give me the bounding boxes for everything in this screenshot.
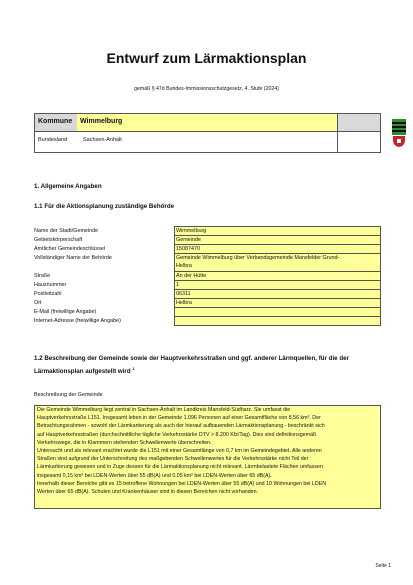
kommune-label: Kommune (38, 118, 73, 125)
field-label-ort: Ort (34, 300, 42, 306)
description-line: Lärmkartierung gewesen und in Zuge dessen für die Lärmaktionsplanung nicht relevant. Lärmbelastete Flächen umfassen (37, 464, 323, 471)
bundesland-label: Bundesland (38, 137, 68, 143)
field-label-behoerde: Vollständiger Name der Behörde (34, 255, 112, 261)
field-value-strasse: An der Hütte (176, 273, 207, 279)
description-line: Betrachtungsrahmen - sowohl der Lärmkartierung als auch der hierauf aufbauenden Lärmaktionsplanung - beschränkt sich (37, 423, 325, 430)
kommune-name-field[interactable] (77, 114, 337, 131)
field-value-ort: Helbra (176, 300, 192, 306)
field-value-behoerde-line2: Helbra (176, 263, 192, 270)
description-line: Die Gemeinde Wimmelburg liegt zentral in Sachsen-Anhalt im Landkreis Mansfeld-Südharz. Sie umfasst die (37, 407, 291, 413)
section-1-2-heading-text: Lärmaktionsplan aufgestellt wird (34, 368, 131, 376)
section-1-1-heading: 1.1 Für die Aktionsplanung zuständige Behörde (34, 203, 175, 210)
field-value-email (175, 309, 176, 315)
field-label-koerperschaft: Gebietskörperschaft (34, 237, 83, 243)
description-line: Untersucht und als relevant erachtet wurde die L151 mit einer Gesamtlänge von 0,7 km im Gemeindegebiet. Alle anderen (37, 448, 322, 455)
kommune-name: Wimmelburg (80, 118, 123, 125)
field-value-postleitzahl: 06311 (176, 291, 191, 297)
field-behoerde[interactable] (174, 253, 381, 272)
section-1-heading: 1. Allgemeine Angaben (34, 183, 102, 190)
field-value-gemeindeschluessel: 15087470 (176, 246, 200, 252)
section-1-2-heading: 1.2 Beschreibung der Gemeinde sowie der Hauptverkehrsstraßen und ggf. anderer Lärmquellen, für die der (34, 355, 349, 362)
description-line: Innerhalb dieser Bereiche gibt es 15 betroffene Wohnungen bei LDEN-Werten über 55 dB(A) und 10 Wohnungen bei LDEN (37, 480, 327, 487)
field-label-hausnummer: Hausnummer (34, 282, 67, 288)
field-label-name: Name der Stadt/Gemeinde (34, 228, 99, 234)
coat-of-arms-icon (392, 119, 406, 147)
description-line: Straßen sind aufgrund der Unterschreitung des maßgebenden Schwellenwertes für die Verkehrsstärke nicht Teil der (37, 456, 309, 463)
field-label-postleitzahl: Postleitzahl (34, 291, 62, 297)
page-number: Seite 1 (375, 563, 391, 569)
field-value-name: Wimmelburg (176, 228, 207, 234)
section-1-2-heading-line2 (34, 366, 135, 375)
field-value-hausnummer: 1 (176, 282, 179, 288)
field-value-internet (175, 318, 176, 324)
field-label-strasse: Straße (34, 273, 51, 279)
field-value-behoerde: Gemeinde Wimmelburg über Verbandsgemeinde Mansfelder Grund- (176, 255, 340, 261)
field-label-email: E-Mail (freiwillige Angabe) (34, 309, 97, 315)
field-label-internet: Internet-Adresse (freiwillige Angabe) (34, 318, 121, 324)
document-subtitle: gemäß § 47d Bundes-Immissionsschutzgesetz, 4. Stufe (2024) (134, 86, 279, 92)
description-line: insgesamt 0,15 km² bei LDEN-Werten über 55 dB(A) und 0,05 km² bei LDEN-Werten über 65 dB(A). (37, 472, 272, 479)
bundesland-row (35, 132, 380, 152)
kommune-box (34, 113, 381, 153)
description-line: Verkehrswege, die in Klammern stehenden Schwellenwerte überschreiten. (37, 439, 212, 446)
footnote-marker: 1 (132, 366, 135, 371)
description-line: Werten über 65 dB(A). Schulen und Krankenhäuser sind in diesen Bereichen nicht vorhanden. (37, 489, 259, 496)
kommune-row (35, 114, 380, 132)
description-line: auf Hauptverkehrsstraßen (durchschnittliche tägliche Verkehrsstärke DTV > 8.200 Kfz/Tag). Dies sind definitionsgemäß (37, 431, 317, 438)
document-title: Entwurf zum Lärmaktionsplan (106, 50, 307, 66)
field-internet[interactable] (174, 316, 381, 326)
kommune-divider (337, 114, 338, 152)
field-label-gemeindeschluessel: Amtlicher Gemeindeschlüssel (34, 246, 106, 252)
field-value-koerperschaft: Gemeinde (176, 237, 201, 243)
description-textarea[interactable] (34, 405, 381, 509)
description-line: Hauptverkehrsstraße L151. Insgesamt leben in der Gemeinde 1.096 Personen auf einer Gesamtfläche von 8,56 km². Der (37, 415, 321, 422)
description-label: Beschreibung der Gemeinde (34, 392, 103, 398)
bundesland-value: Sachsen-Anhalt (83, 137, 122, 143)
